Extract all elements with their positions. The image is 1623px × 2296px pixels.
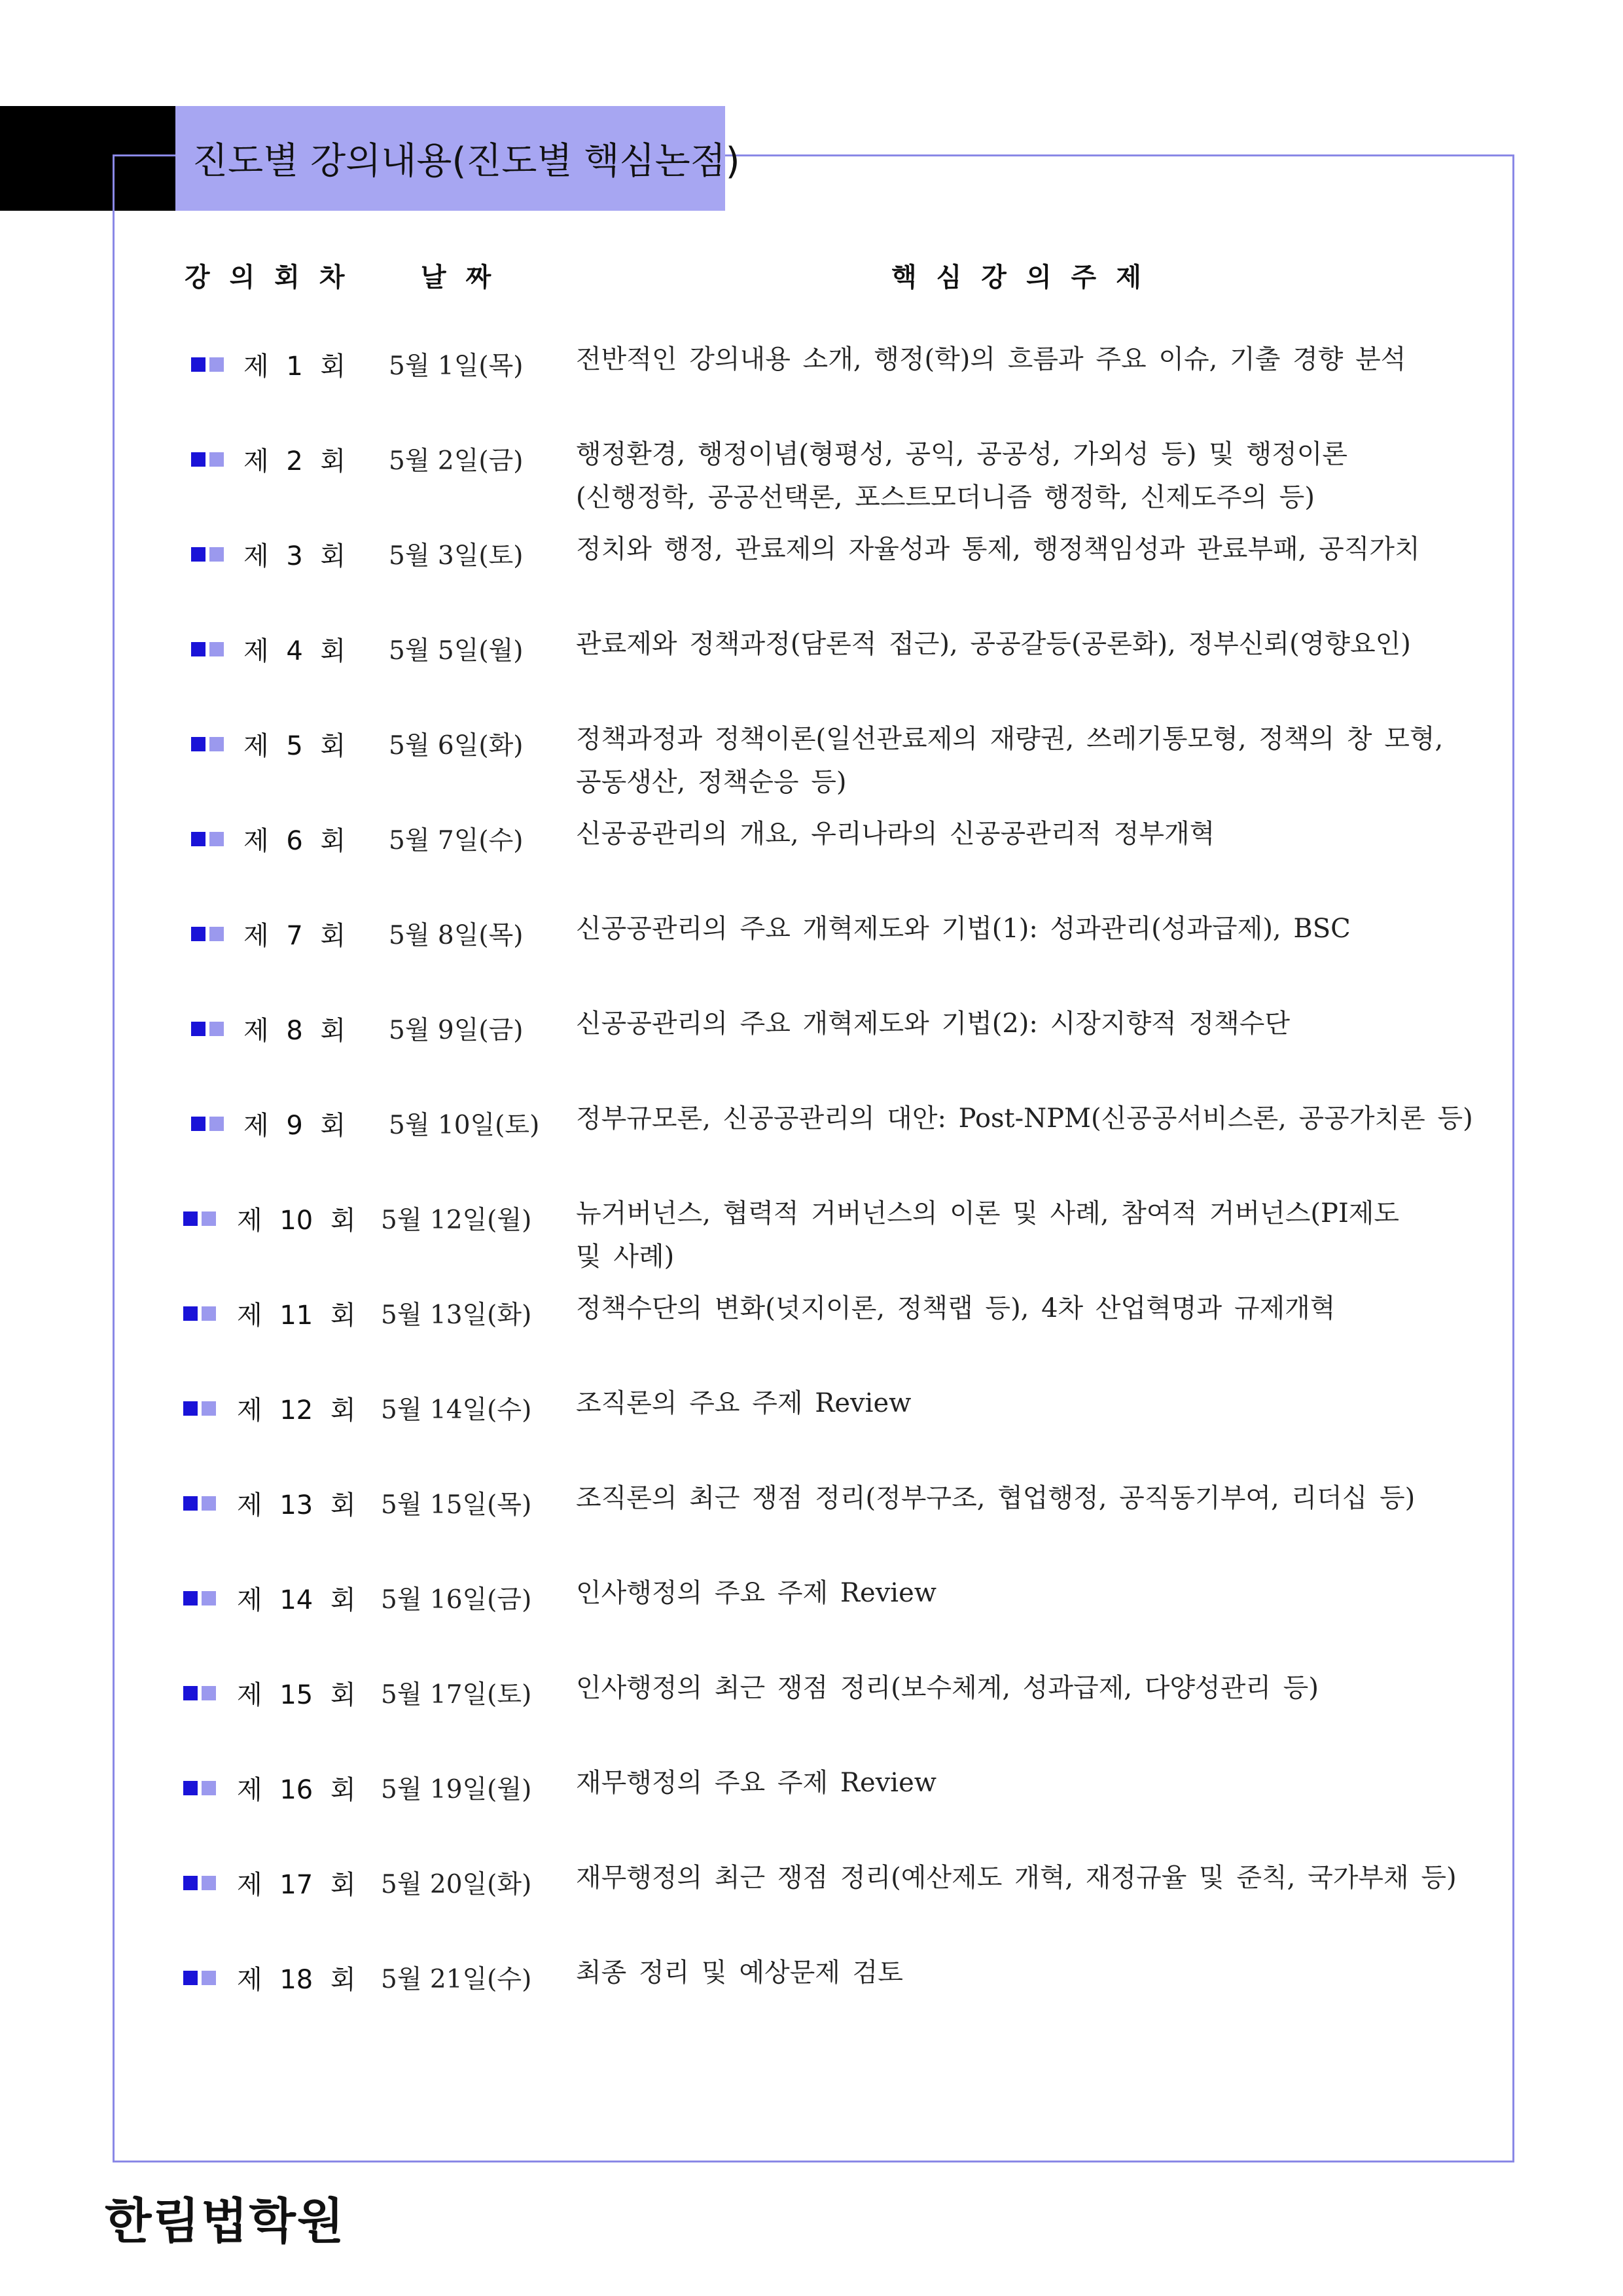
session-topic xyxy=(576,1382,1492,1425)
topic-line: 정책수단의 변화(넛지이론, 정책랩 등), 4차 산업혁명과 규제개혁 xyxy=(576,1293,1336,1323)
session-topic xyxy=(576,528,1492,571)
column-header-topic: 핵심강의주제 xyxy=(891,262,1161,293)
session-date: 5월 1일(목) xyxy=(389,351,524,381)
session-number: 제 18 회 xyxy=(237,1965,356,1995)
session-number: 제 12 회 xyxy=(237,1395,356,1426)
topic-line: 신공공관리의 개요, 우리나라의 신공공관리적 정부개혁 xyxy=(576,819,1215,849)
topic-line: 조직론의 최근 쟁점 정리(정부구조, 협업행정, 공직동기부여, 리더십 등) xyxy=(576,1483,1416,1513)
session-date: 5월 8일(목) xyxy=(389,921,524,950)
session-date: 5월 15일(목) xyxy=(381,1490,532,1520)
session-number: 제 14 회 xyxy=(237,1585,356,1615)
session-date: 5월 21일(수) xyxy=(381,1965,532,1994)
session-topic xyxy=(576,1761,1492,1804)
bullet-icon xyxy=(183,1686,217,1702)
topic-line: 신공공관리의 주요 개혁제도와 기법(1): 성과관리(성과급제), BSC xyxy=(576,914,1351,944)
topic-line: 관료제와 정책과정(담론적 접근), 공공갈등(공론화), 정부신뢰(영향요인) xyxy=(576,629,1411,659)
topic-line: 재무행정의 최근 쟁점 정리(예산제도 개혁, 재정규율 및 준칙, 국가부채 등) xyxy=(576,1863,1457,1893)
session-date: 5월 12일(월) xyxy=(381,1206,532,1235)
session-number: 제 13 회 xyxy=(237,1490,356,1520)
session-topic xyxy=(576,907,1492,950)
session-number: 제 8 회 xyxy=(243,1016,346,1046)
topic-line: 전반적인 강의내용 소개, 행정(학)의 흐름과 주요 이슈, 기출 경향 분석 xyxy=(576,344,1406,374)
session-date: 5월 10일(토) xyxy=(389,1111,540,1140)
logo: 한림법학원 xyxy=(105,2193,346,2250)
session-date: 5월 7일(수) xyxy=(389,826,524,855)
session-topic xyxy=(576,1856,1492,1899)
session-date: 5월 13일(화) xyxy=(381,1300,532,1330)
session-number: 제 16 회 xyxy=(237,1775,356,1805)
session-date: 5월 20일(화) xyxy=(381,1870,532,1899)
column-header-date: 날짜 xyxy=(421,262,511,293)
session-topic xyxy=(576,338,1492,381)
session-date: 5월 6일(화) xyxy=(389,731,524,761)
bullet-icon xyxy=(183,1306,217,1322)
session-date: 5월 17일(토) xyxy=(381,1680,532,1710)
title-bar xyxy=(175,106,740,211)
column-header-session: 강의회차 xyxy=(185,262,365,293)
topic-line: 최종 정리 및 예상문제 검토 xyxy=(576,1958,903,1988)
bullet-icon xyxy=(191,452,225,468)
topic-line: 정부규모론, 신공공관리의 대안: Post-NPM(신공공서비스론, 공공가치론 등) xyxy=(576,1103,1473,1134)
session-topic xyxy=(576,1951,1492,1994)
session-topic xyxy=(576,812,1492,855)
session-number: 제 1 회 xyxy=(243,351,346,382)
topic-line: 행정환경, 행정이념(형평성, 공익, 공공성, 가외성 등) 및 행정이론 xyxy=(576,439,1348,469)
session-number: 제 5 회 xyxy=(243,731,346,761)
session-date: 5월 2일(금) xyxy=(389,446,524,476)
session-number: 제 6 회 xyxy=(243,826,346,856)
session-topic xyxy=(576,717,1492,804)
session-topic xyxy=(576,433,1492,519)
session-number: 제 15 회 xyxy=(237,1680,356,1710)
topic-line: 신공공관리의 주요 개혁제도와 기법(2): 시장지향적 정책수단 xyxy=(576,1009,1291,1039)
bullet-icon xyxy=(191,547,225,563)
session-number: 제 3 회 xyxy=(243,541,346,571)
topic-line: 인사행정의 주요 주제 Review xyxy=(576,1578,936,1608)
session-date: 5월 19일(월) xyxy=(381,1775,532,1804)
session-number: 제 4 회 xyxy=(243,636,346,666)
bullet-icon xyxy=(191,1022,225,1037)
topic-line: 정치와 행정, 관료제의 자율성과 통제, 행정책임성과 관료부패, 공직가치 xyxy=(576,534,1420,564)
session-number: 제 17 회 xyxy=(237,1870,356,1900)
bullet-icon xyxy=(183,1781,217,1797)
session-date: 5월 14일(수) xyxy=(381,1395,532,1425)
session-topic xyxy=(576,622,1492,666)
session-date: 5월 5일(월) xyxy=(389,636,524,666)
bullet-icon xyxy=(191,1117,225,1132)
session-topic xyxy=(576,1666,1492,1710)
session-number: 제 11 회 xyxy=(237,1300,356,1331)
bullet-icon xyxy=(183,1876,217,1892)
bullet-icon xyxy=(191,642,225,658)
page-title: 진도별 강의내용(진도별 핵심논점) xyxy=(192,140,740,183)
bullet-icon xyxy=(183,1971,217,1986)
session-date: 5월 3일(토) xyxy=(389,541,524,571)
session-number: 제 2 회 xyxy=(243,446,346,476)
topic-line: 공동생산, 정책순응 등) xyxy=(576,767,847,797)
bullet-icon xyxy=(191,357,225,373)
session-topic xyxy=(576,1477,1492,1520)
session-number: 제 10 회 xyxy=(237,1206,356,1236)
session-topic xyxy=(576,1002,1492,1045)
session-topic xyxy=(576,1192,1492,1278)
session-topic xyxy=(576,1287,1492,1330)
topic-line: 및 사례) xyxy=(576,1242,675,1272)
bullet-icon xyxy=(183,1211,217,1227)
bullet-icon xyxy=(191,737,225,753)
topic-line: 조직론의 주요 주제 Review xyxy=(576,1388,912,1418)
bullet-icon xyxy=(191,832,225,848)
bullet-icon xyxy=(191,927,225,942)
session-date: 5월 16일(금) xyxy=(381,1585,532,1615)
topic-line: 재무행정의 주요 주제 Review xyxy=(576,1768,936,1798)
session-number: 제 9 회 xyxy=(243,1111,346,1141)
topic-line: 정책과정과 정책이론(일선관료제의 재량권, 쓰레기통모형, 정책의 창 모형, xyxy=(576,724,1444,754)
bullet-icon xyxy=(183,1496,217,1512)
topic-line: 인사행정의 최근 쟁점 정리(보수체계, 성과급제, 다양성관리 등) xyxy=(576,1673,1319,1703)
session-date: 5월 9일(금) xyxy=(389,1016,524,1045)
bullet-icon xyxy=(183,1401,217,1417)
session-number: 제 7 회 xyxy=(243,921,346,951)
topic-line: 뉴거버넌스, 협력적 거버넌스의 이론 및 사례, 참여적 거버넌스(PI제도 xyxy=(576,1198,1400,1229)
session-topic xyxy=(576,1571,1492,1615)
session-topic xyxy=(576,1097,1492,1140)
bullet-icon xyxy=(183,1591,217,1607)
topic-line: (신행정학, 공공선택론, 포스트모더니즘 행정학, 신제도주의 등) xyxy=(576,482,1315,512)
